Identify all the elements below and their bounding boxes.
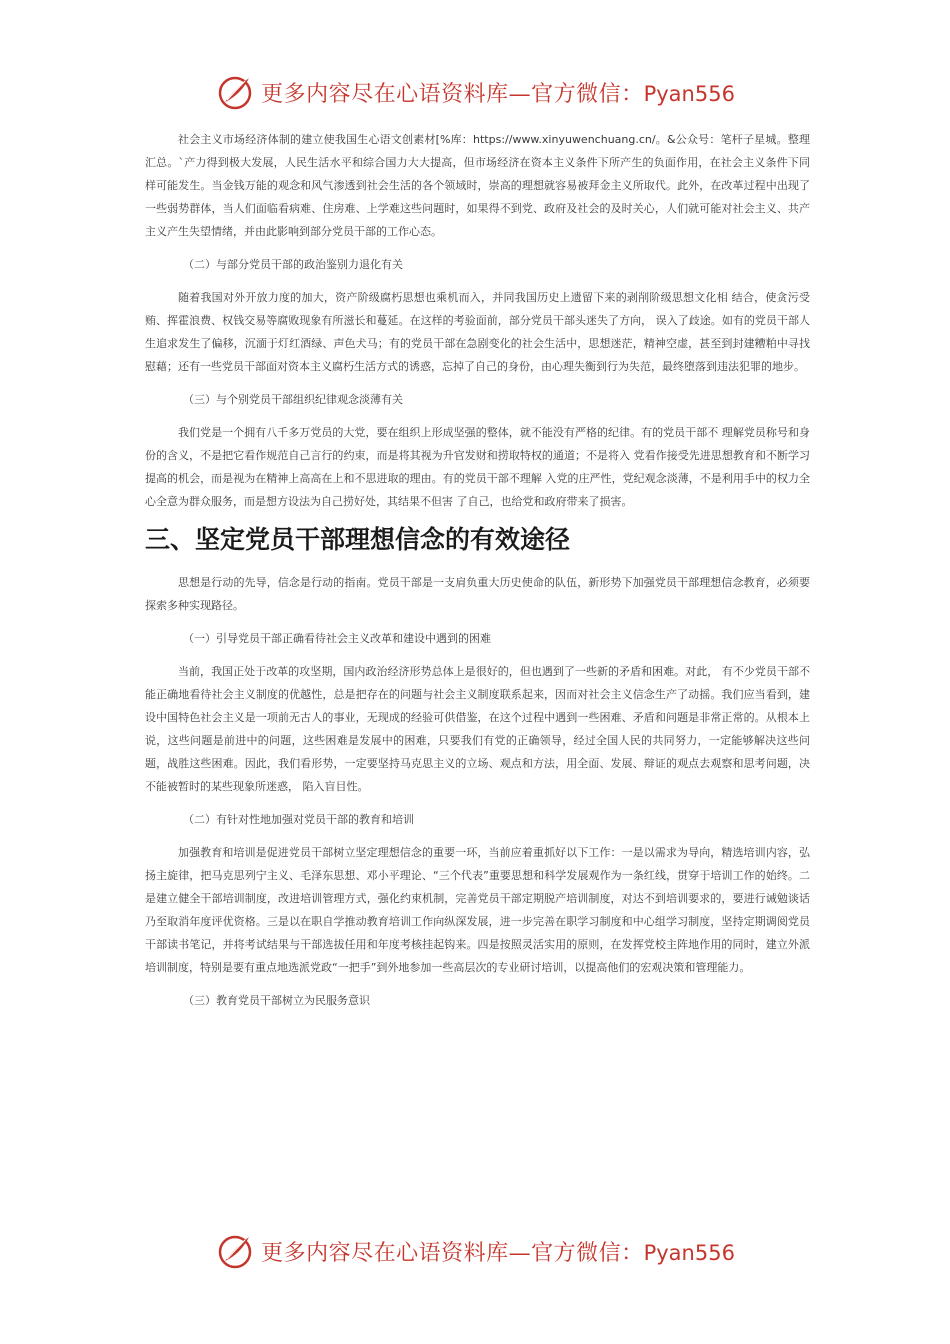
subheading: （三）教育党员干部树立为民服务意识 (183, 994, 370, 1007)
banner-title: 更多内容尽在心语资料库—官方微信： (261, 81, 644, 107)
paragraph: 社会主义市场经济体制的建立使我国生心语文创素材[%库：https://www.xinyuwenchuang.cn/。&公众号：笔杆子星城。整理汇总。`产力得到极大发展，人民生活水平和综合国力大大提高，但市场经济在资本主义条件下所产生的负面作用，在社会主义条件下同样可能发生。当金钱万能的观念和风气渗透到社会生活的各个领域时，崇高的理想就容易被拜金主义所取代。此外，在改革过程中出现了一些弱势群体，当人们面临看病难、住房难、上学难这些问题时，如果得不到党、政府及社会的及时关心，人们就可能对社会主义、共产主义产生失望情绪，并由此影响到部分党员干部的工作心态。 (145, 133, 810, 238)
subheading: （二）与部分党员干部的政治鉴别力退化有关 (183, 258, 403, 271)
banner-text (261, 77, 735, 108)
subheading: （一）引导党员干部正确看待社会主义改革和建设中遇到的困难 (183, 632, 491, 645)
header-banner (0, 70, 950, 114)
subheading: （三）与个别党员干部组织纪律观念淡薄有关 (183, 393, 403, 406)
paragraph: 当前，我国正处于改革的攻坚期，国内政治经济形势总体上是很好的，但也遇到了一些新的矛盾和困难。对此， 有不少党员干部不能正确地看待社会主义制度的优越性，总是把存在的问题与社会主义制度联系起来，因而对社会主义信念生产了动摇。我们应当看到，建设中国特色社会主义是一项前无古人的事业，无现成的经验可供借鉴，在这个过程中遇到一些困难、矛盾和问题是非常正常的。从根本上说，这些问题是前进中的问题，这些困难是发展中的困难，只要我们有党的正确领导，经过全国人民的共同努力，一定能够解决这些问题，战胜这些困难。因此，我们看形势，一定要坚持马克思主义的立场、观点和方法，用全面、发展、辩证的观点去观察和思考问题，决不能被暂时的某些现象所迷惑， 陷入盲目性。 (145, 665, 810, 793)
feather-logo-icon (215, 1231, 255, 1271)
paragraph: 我们党是一个拥有八千多万党员的大党，要在组织上形成坚强的整体，就不能没有严格的纪律。有的党员干部不 理解党员称号和身份的含义，不是把它看作规范自己言行的约束，而是将其视为升官发财和捞取特权的通道；不是将入 党看作接受先进思想教育和不断学习提高的机会，而是视为在精神上高高在上和不思进取的理由。有的党员干部不理解 入党的庄严性，党纪观念淡薄，不是利用手中的权力全心全意为群众服务，而是想方设法为自己捞好处，其结果不但害 了自己，也给党和政府带来了损害。 (145, 426, 810, 508)
feather-logo-icon (215, 72, 255, 112)
document-body (145, 128, 810, 1022)
paragraph: 随着我国对外开放力度的加大，资产阶级腐朽思想也乘机而入，并同我国历史上遗留下来的剥削阶级思想文化相 结合，使贪污受贿、挥霍浪费、权钱交易等腐败现象有所滋长和蔓延。在这样的考验面前，部分党员干部头迷失了方向， 误入了歧途。如有的党员干部人生追求发生了偏移，沉湎于灯红酒绿、声色犬马；有的党员干部在急剧变化的社会生活中，思想迷茫，精神空虚，甚至到封建糟粕中寻找慰藉；还有一些党员干部面对资本主义腐朽生活方式的诱惑，忘掉了自己的身份，由心理失衡到行为失范，最终堕落到违法犯罪的地步。 (145, 291, 810, 373)
footer-banner (0, 1229, 950, 1273)
subheading: （二）有针对性地加强对党员干部的教育和培训 (183, 813, 414, 826)
paragraph: 思想是行动的先导，信念是行动的指南。党员干部是一支肩负重大历史使命的队伍，新形势下加强党员干部理想信念教育，必须要探索多种实现路径。 (145, 576, 810, 612)
banner-title: 更多内容尽在心语资料库—官方微信： (261, 1240, 644, 1266)
wechat-id: Pyan556 (643, 81, 735, 106)
paragraph: 加强教育和培训是促进党员干部树立坚定理想信念的重要一环，当前应着重抓好以下工作：一是以需求为导向，精选培训内容，弘扬主旋律，把马克思列宁主义、毛泽东思想、邓小平理论、“三个代表”重要思想和科学发展观作为一条红线，贯穿于培训工作的始终。二是建立健全干部培训制度，改进培训管理方式，强化约束机制，完善党员干部定期脱产培训制度，对达不到培训要求的，要进行诫勉谈话乃至取消年度评优资格。三是以在职自学推动教育培训工作向纵深发展，进一步完善在职学习制度和中心组学习制度，坚持定期调阅党员干部读书笔记，并将考试结果与干部选拔任用和年度考核挂起钩来。四是按照灵活实用的原则，在发挥党校主阵地作用的同时，建立外派培训制度，特别是要有重点地选派党政“一把手”到外地参加一些高层次的专业研讨培训，以提高他们的宏观决策和管理能力。 (145, 846, 810, 974)
banner-text (261, 1236, 735, 1267)
section-heading: 三、坚定党员干部理想信念的有效途径 (145, 525, 571, 554)
wechat-id: Pyan556 (643, 1240, 735, 1265)
